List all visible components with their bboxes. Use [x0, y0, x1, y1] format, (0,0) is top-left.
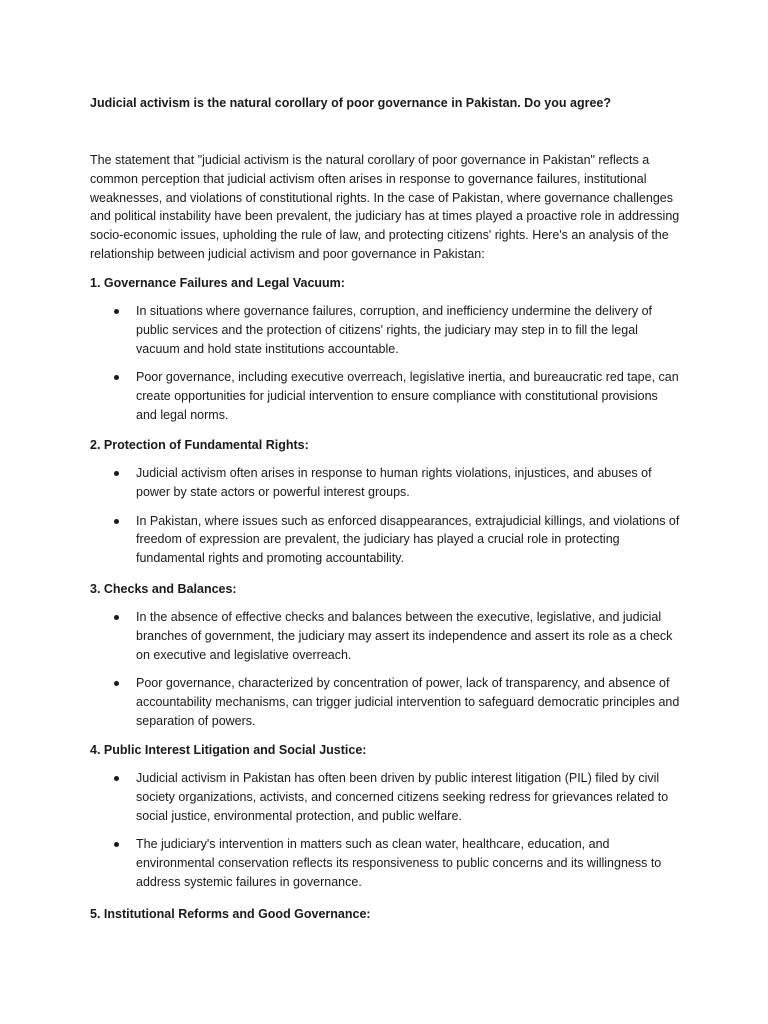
- list-item-text: In situations where governance failures, corruption, and inefficiency undermine the delivery of public services and the protection of citizens' rights, the judiciary may step in to fill the legal vacuum and hold state institutions accountable.: [136, 304, 653, 356]
- list-item: [90, 608, 682, 664]
- list-item-text: In Pakistan, where issues such as enforced disappearances, extrajudicial killings, and violations of freedom of expression are prevalent, the judiciary has played a crucial role in protecting fundamental rights and promoting accountability.: [136, 513, 680, 566]
- section-heading: 4. Public Interest Litigation and Social Justice:: [90, 743, 367, 757]
- intro-paragraph: The statement that "judicial activism is the natural corollary of poor governance in Pakistan" reflects a common perception that judicial activism often arises in response to governance failures, institutional weaknesses, and violations of constitutional rights. In the case of Pakistan, where governance challenges and political instability have been prevalent, the judiciary has at times played a proactive role in addressing socio-economic issues, upholding the rule of law, and protecting citizens' rights. Here's an analysis of the relationship between judicial activism and poor governance in Pakistan:: [90, 153, 680, 261]
- bullet-icon: [114, 842, 119, 847]
- list-item-text: Poor governance, characterized by concentration of power, lack of transparency, and absence of accountability mechanisms, can trigger judicial intervention to safeguard democratic principles and separation of powers.: [136, 676, 680, 728]
- section-checks-balances: [90, 580, 690, 741]
- list-item: [90, 769, 682, 825]
- list-item: [90, 302, 682, 358]
- list-item-text: Judicial activism often arises in response to human rights violations, injustices, and abuses of power by state actors or powerful interest groups.: [136, 466, 652, 499]
- section-heading: 3. Checks and Balances:: [90, 582, 237, 596]
- section-heading: 1. Governance Failures and Legal Vacuum:: [90, 276, 345, 290]
- bullet-icon: [114, 471, 119, 476]
- section-institutional-reforms: [90, 905, 690, 933]
- bullet-list: [90, 464, 690, 568]
- list-item: [90, 512, 682, 568]
- section-governance-failures: [90, 274, 690, 435]
- section-public-interest-litigation: [90, 741, 690, 902]
- bullet-icon: [114, 519, 119, 524]
- bullet-list: [90, 608, 690, 731]
- list-item: [90, 674, 682, 730]
- bullet-icon: [114, 681, 119, 686]
- section-heading: 5. Institutional Reforms and Good Governance:: [90, 907, 371, 921]
- list-item: [90, 464, 682, 502]
- bullet-list: [90, 302, 690, 425]
- list-item: [90, 835, 682, 891]
- bullet-icon: [114, 776, 119, 781]
- list-item-text: Judicial activism in Pakistan has often been driven by public interest litigation (PIL) filed by civil society organizations, activists, and concerned citizens seeking redress for grievances related to social justice, environmental protection, and public welfare.: [136, 771, 669, 823]
- list-item-text: Poor governance, including executive overreach, legislative inertia, and bureaucratic red tape, can create opportunities for judicial intervention to ensure compliance with constitutional provisions and legal norms.: [136, 370, 679, 422]
- bullet-list: [90, 769, 690, 892]
- bullet-icon: [114, 309, 119, 314]
- document-title: Judicial activism is the natural corollary of poor governance in Pakistan. Do you agree?: [90, 96, 611, 110]
- list-item: [90, 368, 682, 424]
- bullet-icon: [114, 615, 119, 620]
- section-heading: 2. Protection of Fundamental Rights:: [90, 438, 309, 452]
- list-item-text: In the absence of effective checks and balances between the executive, legislative, and judicial branches of government, the judiciary may assert its independence and assert its role as a check on executive and legislative overreach.: [136, 610, 673, 662]
- section-fundamental-rights: [90, 436, 690, 578]
- list-item-text: The judiciary's intervention in matters such as clean water, healthcare, education, and environmental conservation reflects its responsiveness to public concerns and its willingness to address systemic failures in governance.: [136, 837, 662, 889]
- bullet-icon: [114, 375, 119, 380]
